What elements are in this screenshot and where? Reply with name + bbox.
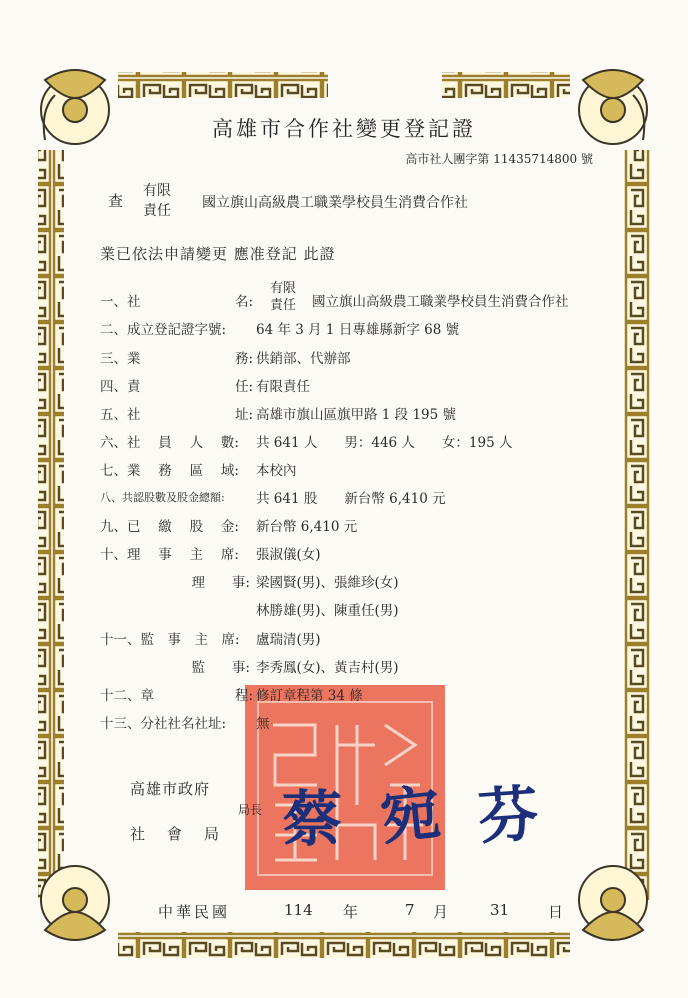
item-value: 64 年 3 月 1 日專雄縣新字 68 號 bbox=[256, 322, 460, 338]
item-label: 九、已 繳 股 金: bbox=[100, 519, 239, 535]
chief-title: 局長 bbox=[238, 803, 263, 817]
item-value: 林勝雄(男)、陳重任(男) bbox=[256, 603, 399, 619]
item-value: 有限責任 bbox=[256, 379, 310, 395]
item-liability bbox=[270, 280, 296, 314]
item-members bbox=[100, 431, 640, 455]
item-business bbox=[100, 347, 640, 371]
item-address bbox=[100, 403, 640, 427]
item-branch bbox=[100, 712, 640, 736]
item-directors bbox=[100, 571, 640, 595]
date-month: 7 bbox=[405, 901, 415, 919]
liability-type-line: 責任 bbox=[143, 203, 171, 219]
item-supervisors bbox=[100, 656, 640, 680]
item-value: 供銷部、代辦部 bbox=[256, 351, 351, 367]
item-liability bbox=[100, 375, 640, 399]
item-label: 二、成立登記證字號: bbox=[100, 322, 227, 338]
issuer-bureau: 社會局 bbox=[130, 825, 242, 843]
date-year-unit: 年 bbox=[343, 903, 359, 921]
item-value: 本校內 bbox=[256, 463, 297, 479]
item-chairman bbox=[100, 543, 640, 567]
item-value: 國立旗山高級農工職業學校員生消費合作社 bbox=[312, 294, 569, 310]
item-paid bbox=[100, 515, 640, 539]
liability-line: 責任 bbox=[270, 298, 297, 313]
liability-type-line: 有限 bbox=[143, 183, 171, 199]
item-value: 共 641 股 新台幣 6,410 元 bbox=[256, 491, 446, 507]
item-label: 十、理 事 主 席: bbox=[100, 547, 239, 563]
item-label: 三、業 務: bbox=[100, 351, 254, 367]
item-label: 監 事: bbox=[191, 660, 250, 676]
item-label: 一、社 名: bbox=[100, 294, 254, 310]
item-value: 新台幣 6,410 元 bbox=[256, 519, 358, 535]
date-day: 31 bbox=[490, 901, 510, 919]
issuer-government: 高雄市政府 bbox=[130, 780, 211, 798]
item-value: 梁國賢(男)、張維珍(女) bbox=[256, 575, 399, 591]
item-value: 共 641 人 男：446 人 女：195 人 bbox=[256, 435, 513, 451]
item-value: 張淑儀(女) bbox=[256, 547, 321, 563]
item-label: 六、社 員 人 數: bbox=[100, 435, 239, 451]
item-name bbox=[100, 281, 640, 314]
certificate-title: 高雄市合作社變更登記證 bbox=[212, 117, 476, 141]
signature-char: 芬 bbox=[475, 778, 541, 853]
item-value: 高雄市旗山區旗甲路 1 段 195 號 bbox=[256, 407, 457, 423]
item-charter bbox=[100, 684, 640, 708]
date-era: 中華民國 bbox=[158, 903, 231, 921]
item-value: 盧瑞清(男) bbox=[256, 632, 321, 648]
signature-char: 蔡 bbox=[282, 785, 342, 855]
item-label: 四、責 任: bbox=[100, 379, 254, 395]
item-established bbox=[100, 318, 640, 342]
item-label: 十二、章 程: bbox=[100, 688, 254, 704]
item-value: 無 bbox=[256, 716, 270, 732]
liability-line: 有限 bbox=[270, 281, 297, 296]
item-shares bbox=[100, 487, 640, 511]
certificate-number: 高市社人團字第 11435714800 號 bbox=[405, 152, 593, 166]
item-value: 李秀鳳(女)、黃吉村(男) bbox=[256, 660, 399, 676]
date-month-unit: 月 bbox=[433, 903, 449, 921]
item-directors-cont bbox=[100, 599, 640, 623]
check-label: 查 bbox=[108, 192, 124, 210]
signature-char: 宛 bbox=[377, 778, 445, 854]
item-label: 五、社 址: bbox=[100, 407, 254, 423]
approval-statement: 業已依法申請變更 應准登記 此證 bbox=[100, 245, 336, 263]
date-day-unit: 日 bbox=[548, 903, 564, 921]
item-label: 十一、監 事 主 席: bbox=[100, 632, 240, 648]
item-supervisor-chair bbox=[100, 628, 640, 652]
item-value: 修訂章程第 34 條 bbox=[256, 688, 363, 704]
item-label: 八、共認股數及股金總額: bbox=[100, 491, 225, 504]
item-label: 理 事: bbox=[191, 575, 250, 591]
item-label: 七、業 務 區 域: bbox=[100, 463, 239, 479]
date-year: 114 bbox=[284, 901, 313, 919]
cooperative-name: 國立旗山高級農工職業學校員生消費合作社 bbox=[202, 195, 468, 211]
item-label: 十三、分社社名社址: bbox=[100, 716, 227, 732]
item-area bbox=[100, 459, 640, 483]
liability-type bbox=[143, 181, 171, 221]
